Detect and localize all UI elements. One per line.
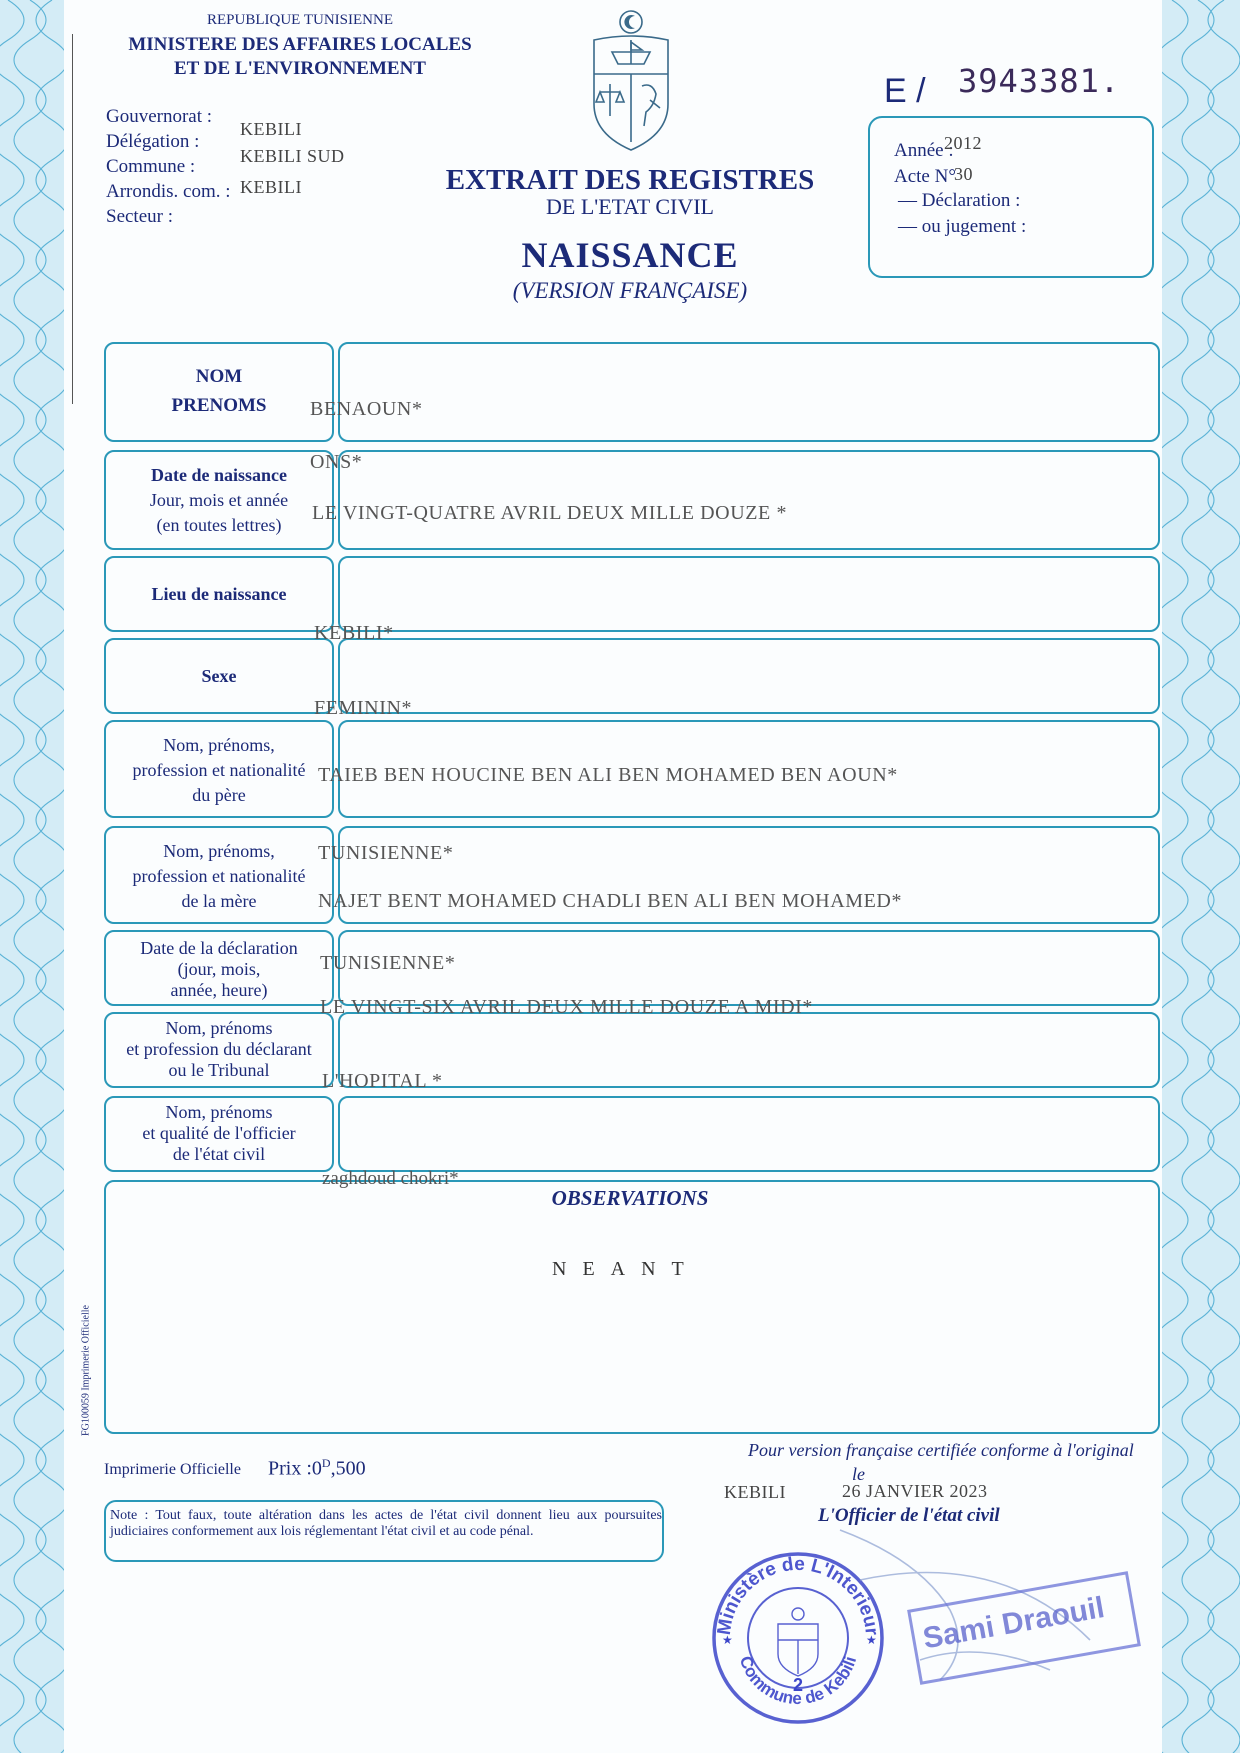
arrondis-label: Arrondis. com. : (106, 181, 231, 202)
left-guilloche-border (0, 0, 64, 1753)
prenoms-value: ONS* (310, 451, 363, 473)
mere-value: NAJET BENT MOHAMED CHADLI BEN ALI BEN MOHAMED* (318, 890, 903, 912)
stamp-top-text: Ministère de L'Interieur (713, 1553, 882, 1637)
row-declaration-value-box (338, 930, 1160, 1006)
legal-note: Note : Tout faux, toute altération dans les actes de l'état civil donnent lieu aux poursuites judiciaires conformement aux lois réglementant l'état civil et au code pénal. (110, 1508, 662, 1539)
declarant-label2: et profession du déclarant (126, 1039, 312, 1059)
imprimerie-label: Imprimerie Officielle (104, 1461, 241, 1478)
document-title-version: (VERSION FRANÇAISE) (512, 278, 748, 303)
row-sexe-value-box (338, 638, 1160, 714)
republic-label: REPUBLIQUE TUNISIENNE (207, 12, 393, 28)
mere-nationalite-value: TUNISIENNE* (320, 952, 456, 974)
officier-value: zaghdoud chokri* (322, 1168, 459, 1189)
prix-label: Prix : (268, 1457, 312, 1480)
prix-value-decimal: ,500 (330, 1457, 366, 1480)
declaration-date-label2: (jour, mois, (177, 959, 261, 979)
row-nom-value-box (338, 342, 1160, 442)
row-officier-value-box (338, 1096, 1160, 1172)
document-title-line1: EXTRAIT DES REGISTRES (445, 164, 815, 196)
nom-label: NOM (195, 366, 243, 387)
commune-label: Commune : (106, 156, 196, 177)
date-naissance-value: LE VINGT-QUATRE AVRIL DEUX MILLE DOUZE * (312, 502, 788, 524)
declaration-date-label1: Date de la déclaration (140, 938, 298, 958)
side-printer-mark: FG100059 Imprimerie Officielle (80, 1305, 92, 1436)
tunisia-coat-of-arms-icon (584, 4, 678, 152)
observations-value: NEANT (552, 1258, 700, 1280)
jugement-label: — ou jugement : (898, 216, 1027, 237)
lieu-label: Lieu de naissance (151, 584, 287, 604)
sexe-label: Sexe (201, 666, 237, 686)
observations-box (104, 1180, 1160, 1434)
svg-text:★: ★ (866, 1633, 877, 1647)
row-nom-label-box (104, 342, 334, 442)
officier-label1: Nom, prénoms (165, 1102, 273, 1122)
pere-value: TAIEB BEN HOUCINE BEN ALI BEN MOHAMED BEN AOUN* (318, 764, 898, 786)
document-title-line2: DE L'ETAT CIVIL (546, 194, 714, 219)
serial-number: 3943381. (958, 62, 1121, 100)
row-declarant-value-box (338, 1012, 1160, 1088)
date-value: 26 JANVIER 2023 (842, 1481, 988, 1501)
place-value: KEBILI (724, 1482, 786, 1502)
gouvernorat-value: KEBILI (240, 119, 302, 139)
pere-label3: du père (192, 785, 246, 805)
stamp-number: 2 (792, 1675, 804, 1695)
delegation-label: Délégation : (106, 131, 200, 152)
mere-label2: profession et nationalité (132, 866, 306, 886)
ministry-line2: ET DE L'ENVIRONNEMENT (174, 58, 426, 79)
pere-label2: profession et nationalité (132, 760, 306, 780)
officer-name-stamp-text: Sami Draouil (920, 1591, 1107, 1656)
annee-label: Année : (894, 140, 954, 161)
row-date-naissance-value-box (338, 450, 1160, 550)
officer-title: L'Officier de l'état civil (818, 1505, 1000, 1526)
declarant-label1: Nom, prénoms (165, 1018, 273, 1038)
delegation-value: KEBILI SUD (240, 146, 345, 166)
serial-prefix: E / (884, 72, 926, 110)
acte-label: Acte N° (894, 166, 956, 187)
row-lieu-value-box (338, 556, 1160, 632)
declarant-label3: ou le Tribunal (168, 1060, 270, 1080)
officier-label3: de l'état civil (172, 1144, 266, 1164)
lieu-value: KEBILI* (314, 622, 394, 644)
nom-value: BENAOUN* (310, 398, 423, 420)
le-label: le (852, 1464, 865, 1484)
annee-value: 2012 (944, 133, 982, 153)
prix (268, 1456, 366, 1481)
declaration-date-label3: année, heure) (170, 980, 268, 1000)
secteur-label: Secteur : (106, 206, 174, 227)
declaration-label: — Déclaration : (898, 190, 1021, 211)
date-naissance-sublabel1: Jour, mois et année (149, 490, 289, 510)
date-naissance-sublabel2: (en toutes lettres) (156, 515, 282, 535)
arrondis-value: KEBILI (240, 177, 302, 197)
gouvernorat-label: Gouvernorat : (106, 106, 213, 127)
mere-label3: de la mère (181, 891, 257, 911)
right-guilloche-border (1162, 0, 1240, 1753)
pere-nationalite-value: TUNISIENNE* (318, 842, 454, 864)
officier-label2: et qualité de l'officier (142, 1123, 296, 1143)
pere-label1: Nom, prénoms, (163, 735, 275, 755)
mere-label1: Nom, prénoms, (163, 841, 275, 861)
prix-value: 0 (311, 1457, 322, 1480)
date-naissance-label: Date de naissance (151, 465, 287, 485)
svg-text:★: ★ (722, 1633, 733, 1647)
observations-title: OBSERVATIONS (551, 1186, 709, 1210)
ministry-line1: MINISTERE DES AFFAIRES LOCALES (128, 34, 472, 55)
prix-currency: D (321, 1456, 331, 1470)
declarant-value: L'HOPITAL * (322, 1070, 443, 1092)
stamp-bottom-text: Commune de Kebili (735, 1653, 861, 1709)
declaration-date-value: LE VINGT-SIX AVRIL DEUX MILLE DOUZE A MIDI* (320, 996, 813, 1018)
certification-line: Pour version française certifiée conforme à l'original (748, 1440, 1134, 1460)
document-title-naissance: NAISSANCE (521, 235, 739, 275)
sexe-value: FEMININ* (314, 697, 413, 719)
left-margin-rule (72, 34, 73, 404)
acte-value: 30 (954, 164, 973, 184)
prenoms-label: PRENOMS (171, 395, 267, 416)
